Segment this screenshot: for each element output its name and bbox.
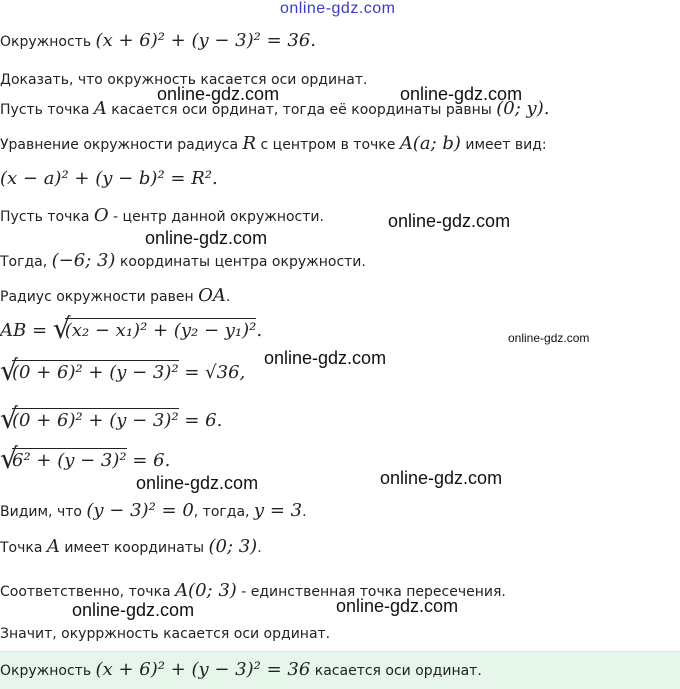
distance-formula — [0, 312, 263, 345]
see-pre: Видим, что — [0, 504, 87, 520]
let-o-line — [0, 205, 324, 226]
conclude-line: Значит, окурржность касается оси ординат. — [0, 626, 331, 642]
general-equation: (x − a)² + (y − b)² = R². — [0, 168, 218, 189]
unique-point: A(0; 3) — [175, 580, 237, 601]
step-3-body: 6² + (y − 3)² — [12, 450, 127, 471]
distance-post: . — [256, 320, 263, 341]
eq-intro-pre: Уравнение окружности радиуса — [0, 137, 243, 153]
step-3-sqrt: √ 6² + (y − 3)² — [0, 442, 127, 475]
a-coords-point: A — [46, 536, 60, 557]
unique-post: - единственная точка пересечения. — [236, 584, 506, 600]
circle-line — [0, 30, 316, 51]
segment-oa: OA — [198, 285, 226, 306]
step-2-body: (0 + 6)² + (y − 3)² — [12, 410, 179, 431]
step-3-rhs: = 6. — [126, 450, 171, 471]
step-3 — [0, 442, 171, 475]
distance-body: (x₂ − x₁)² + (y₂ − y₁)² — [64, 320, 257, 341]
watermark: online-gdz.com — [264, 348, 387, 368]
watermark: online-gdz.com — [380, 468, 503, 488]
watermark: online-gdz.com — [508, 331, 590, 345]
let-a-mid: касается оси ординат, тогда её координаты равны — [106, 102, 497, 118]
eq-intro-post: имеет вид: — [460, 137, 547, 153]
point-o: O — [93, 205, 109, 226]
watermark: online-gdz.com — [157, 84, 280, 104]
watermark-top: online-gdz.com — [280, 0, 396, 17]
step-2 — [0, 402, 223, 435]
a-coords-mid: имеет координаты — [59, 540, 209, 556]
answer-line — [0, 659, 482, 680]
radius-pre: Радиус окружности равен — [0, 289, 199, 305]
prove-line: Доказать, что окружность касается оси ординат. — [0, 72, 368, 88]
let-o-post: - центр данной окружности. — [108, 209, 324, 225]
answer-equation: (x + 6)² + (y − 3)² = 36 — [95, 659, 311, 680]
step-2-sqrt: √ (0 + 6)² + (y − 3)² — [0, 402, 179, 435]
circle-word: Окружность — [0, 34, 92, 50]
step-1-rhs: = √36, — [178, 362, 246, 383]
center-line — [0, 250, 366, 271]
center-pre: Тогда, — [0, 254, 52, 270]
a-coords-line — [0, 536, 262, 557]
eq-intro-line — [0, 133, 547, 154]
distance-sqrt: √ (x₂ − x₁)² + (y₂ − y₁)² — [52, 312, 257, 345]
eq-intro-point: A(a; b) — [399, 133, 461, 154]
radius-line — [0, 285, 230, 306]
step-1-body: (0 + 6)² + (y − 3)² — [12, 362, 179, 383]
see-post: . — [302, 504, 307, 520]
watermark: online-gdz.com — [72, 600, 195, 620]
center-post: координаты центра окружности. — [115, 254, 366, 270]
see-mid: , тогда, — [193, 504, 254, 520]
see-eq2: y = 3 — [253, 500, 303, 521]
a-coords-post: . — [257, 540, 262, 556]
watermark: online-gdz.com — [388, 211, 511, 231]
distance-lhs: AB = — [0, 320, 53, 341]
answer-post: касается оси ординат. — [310, 663, 482, 679]
watermark: online-gdz.com — [136, 473, 259, 493]
let-o-pre: Пусть точка — [0, 209, 94, 225]
step-2-rhs: = 6. — [178, 410, 223, 431]
radius-post: . — [225, 289, 231, 305]
step-1 — [0, 354, 246, 387]
a-coords-pre: Точка — [0, 540, 47, 556]
answer-word: Окружность — [0, 663, 96, 679]
see-line — [0, 500, 307, 521]
let-a-pre: Пусть точка — [0, 102, 94, 118]
circle-equation: (x + 6)² + (y − 3)² = 36. — [95, 30, 317, 51]
point-a: A — [93, 98, 107, 119]
unique-pre: Соответственно, точка — [0, 584, 176, 600]
center-coords: (−6; 3) — [51, 250, 116, 271]
see-eq1: (y − 3)² = 0 — [86, 500, 194, 521]
watermark: online-gdz.com — [336, 596, 459, 616]
let-a-coords: (0; y). — [496, 98, 550, 119]
step-1-sqrt: √ (0 + 6)² + (y − 3)² — [0, 354, 179, 387]
watermark: online-gdz.com — [400, 84, 523, 104]
radius-r: R — [242, 133, 257, 154]
eq-intro-mid: с центром в точке — [256, 137, 400, 153]
a-coords-value: (0; 3) — [208, 536, 258, 557]
watermark: online-gdz.com — [145, 228, 268, 248]
